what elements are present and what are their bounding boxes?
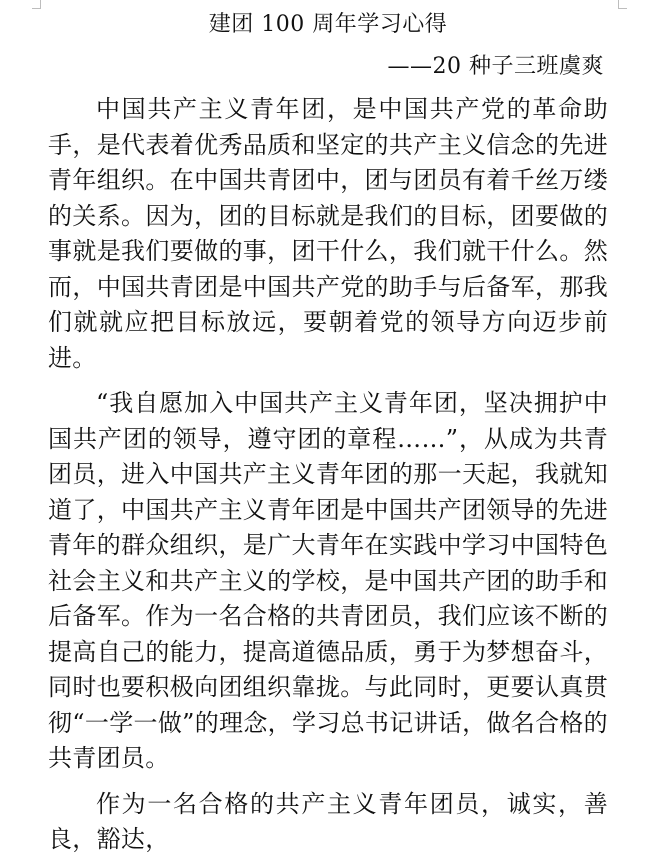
paragraph-2: “我自愿加入中国共产主义青年团，坚决拥护中国共产团的领导，遵守团的章程……”，从成为共青团员，进入中国共产主义青年团的那一天起，我就知道了，中国共产主义青年团是中国共产团领导的先进青年的群众组织，是广大青年在实践中学习中国特色社会主义和共产主义的学校，是中国共产团的助手和后备军。作为一名合格的共青团员，我们应该不断的提高自己的能力，提高道德品质，勇于为梦想奋斗，同时也要积极向团组织靠拢。与此同时，更要认真贯彻“一学一做”的理念，学习总书记讲话，做名合格的共青团员。: [48, 389, 608, 772]
page-corner-mark-top-left: [32, 0, 41, 9]
paragraph-3: 作为一名合格的共产主义青年团员，诚实，善良，豁达，: [48, 789, 608, 853]
page-corner-mark-top-right: [618, 0, 627, 9]
document-author: ——20 种子三班虞爽: [387, 54, 604, 79]
document-body: [48, 92, 608, 868]
document-title: 建团 100 周年学习心得: [208, 12, 448, 37]
paragraph-1: 中国共产主义青年团，是中国共产党的革命助手，是代表着优秀品质和坚定的共产主义信念的先进青年组织。在中国共青团中，团与团员有着千丝万缕的关系。因为，团的目标就是我们的目标，团要做的事就是我们要做的事，团干什么，我们就干什么。然而，中国共青团是中国共产党的助手与后备军，那我们就就应把目标放远，要朝着党的领导方向迈步前进。: [48, 95, 608, 372]
